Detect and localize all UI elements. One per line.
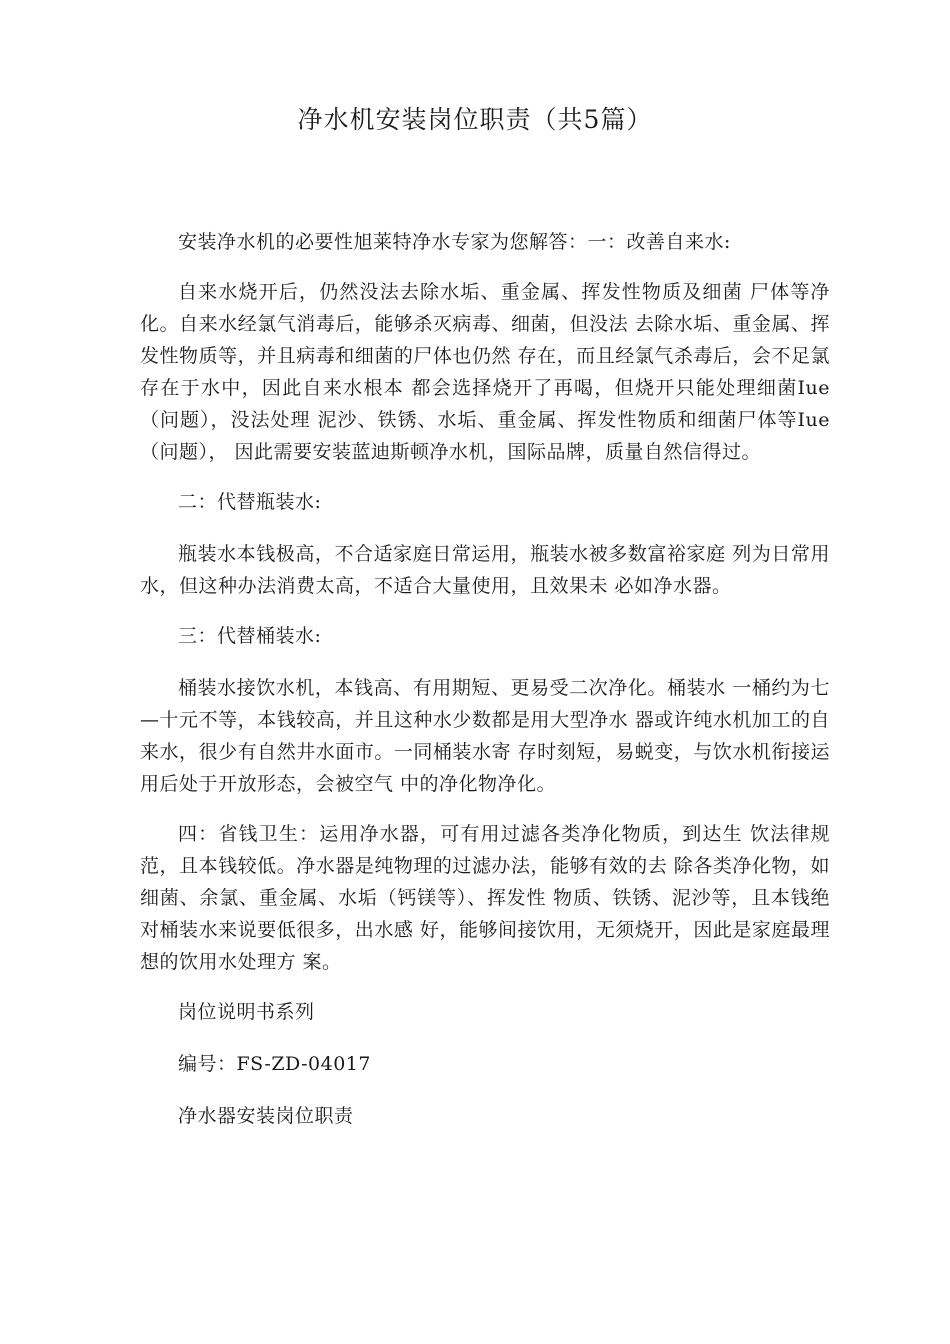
- document-body: [140, 226, 830, 1152]
- paragraph-tap-water: 自来水烧开后，仍然没法去除水垢、重金属、挥发性物质及细菌 尸体等净化。自来水经氯气消毒后，能够杀灭病毒、细菌，但没法 去除水垢、重金属、挥发性物质等，并且病毒和细菌的尸体也仍然 存在，而且经氯气杀毒后，会不足氯存在于水中，因此自来水根本 都会选择烧开了再喝，但烧开只能处理细菌Iue（问题），没法处理 泥沙、铁锈、水垢、重金属、挥发性物质和细菌尸体等Iue（问题）， 因此需要安装蓝迪斯顿净水机，国际品牌，质量自然信得过。: [140, 281, 830, 463]
- paragraph-bottled-water: 瓶装水本钱极高，不合适家庭日常运用，瓶装水被多数富裕家庭 列为日常用水，但这种办法消费太高，不适合大量使用，且效果未 必如净水器。: [140, 543, 830, 597]
- section-title: 净水器安装岗位职责: [178, 1105, 354, 1127]
- heading-barreled-water: 三：代替桶装水:: [178, 625, 322, 647]
- paragraph-intro: 安装净水机的必要性旭莱特净水专家为您解答：一：改善自来水:: [178, 231, 731, 253]
- series-label: 岗位说明书系列: [178, 1001, 315, 1023]
- paragraph-barreled-water: 桶装水接饮水机，本钱高、有用期短、更易受二次净化。桶装水 一桶约为七—十元不等，本钱较高，并且这种水少数都是用大型净水 器或许纯水机加工的自来水，很少有自然井水面市。一同桶装水寄 存时刻短，易蜕变，与饮水机衔接运用后处于开放形态，会被空气 中的净化物净化。: [140, 677, 830, 795]
- document-number: 编号：FS-ZD-04017: [178, 1053, 371, 1075]
- heading-bottled-water: 二：代替瓶装水:: [178, 491, 322, 513]
- paragraph-save-money: 四：省钱卫生：运用净水器，可有用过滤各类净化物质，到达生 饮法律规范，且本钱较低。净水器是纯物理的过滤办法，能够有效的去 除各类净化物，如细菌、余氯、重金属、水垢（钙镁等）、挥发性 物质、铁锈、泥沙等，且本钱绝对桶装水来说要低很多，出水感 好，能够间接饮用，无须烧开，因此是家庭最理想的饮用水处理方 案。: [140, 823, 830, 973]
- document-title: 净水机安装岗位职责（共5篇）: [297, 105, 653, 134]
